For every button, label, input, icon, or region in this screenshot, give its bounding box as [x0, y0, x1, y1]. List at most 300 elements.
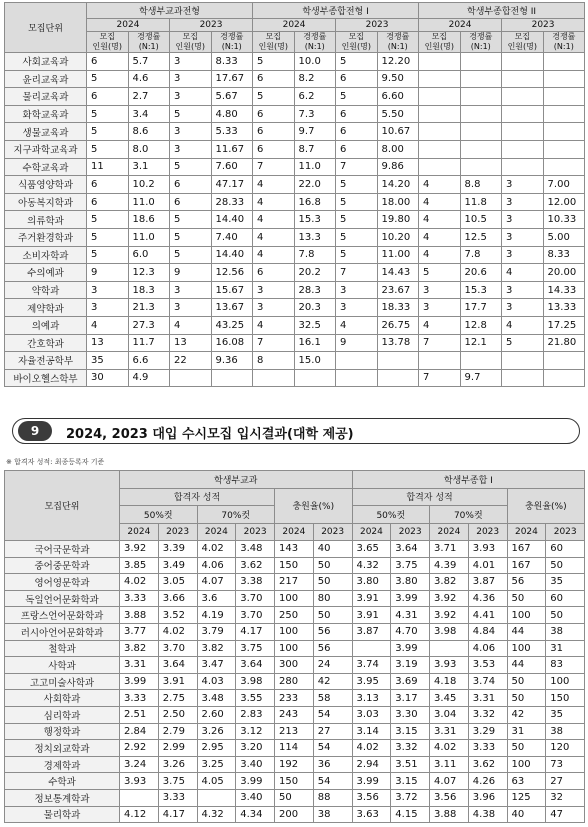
table-row — [5, 158, 585, 176]
table-row — [5, 673, 585, 690]
fill-rate-header: 충원율(%) — [507, 488, 585, 523]
value-cell: 36 — [313, 756, 352, 773]
value-cell: 2.50 — [158, 706, 197, 723]
value-cell: 54 — [313, 740, 352, 757]
value-cell: 4.07 — [197, 574, 236, 591]
value-cell: 4.12 — [120, 806, 159, 823]
value-cell: 5 — [253, 88, 295, 106]
value-cell: 4.38 — [468, 806, 507, 823]
value-cell: 100 — [507, 607, 546, 624]
value-cell: 6.2 — [294, 88, 336, 106]
value-cell: 3.56 — [352, 789, 391, 806]
value-cell: 5 — [336, 246, 378, 264]
table-row — [5, 264, 585, 282]
value-cell: 3.75 — [236, 640, 275, 657]
year-header: 2023 — [468, 523, 507, 541]
value-cell: 3.15 — [391, 773, 430, 790]
value-cell: 7.8 — [294, 246, 336, 264]
value-cell: 3 — [87, 281, 129, 299]
value-cell — [419, 140, 461, 158]
unit-name: 바이오헬스학부 — [5, 369, 87, 387]
value-cell: 6 — [87, 193, 129, 211]
value-cell: 9.36 — [211, 352, 253, 370]
table-row — [5, 281, 585, 299]
year-header: 2023 — [236, 523, 275, 541]
value-cell: 3.20 — [236, 740, 275, 757]
value-cell: 3.99 — [352, 773, 391, 790]
value-cell: 5 — [87, 140, 129, 158]
value-cell: 3.93 — [120, 773, 159, 790]
sub-header: 모집 인원(명) — [502, 32, 544, 53]
value-cell: 5 — [170, 105, 212, 123]
value-cell: 3 — [253, 299, 295, 317]
value-cell: 6 — [170, 176, 212, 194]
value-cell: 83 — [546, 657, 585, 674]
value-cell — [543, 140, 585, 158]
value-cell: 56 — [313, 640, 352, 657]
year-header: 2023 — [336, 19, 419, 32]
value-cell: 3.40 — [236, 756, 275, 773]
value-cell: 3.05 — [158, 574, 197, 591]
table-row — [5, 690, 585, 707]
table-row — [5, 369, 585, 387]
value-cell: 40 — [313, 541, 352, 558]
value-cell: 50 — [507, 590, 546, 607]
value-cell: 50 — [313, 574, 352, 591]
value-cell: 3.48 — [197, 690, 236, 707]
value-cell: 4.9 — [128, 369, 170, 387]
value-cell: 9 — [87, 264, 129, 282]
value-cell: 13.3 — [294, 228, 336, 246]
value-cell: 3.52 — [158, 607, 197, 624]
value-cell: 6 — [253, 70, 295, 88]
value-cell: 50 — [507, 740, 546, 757]
value-cell: 7 — [419, 369, 461, 387]
value-cell: 4.34 — [236, 806, 275, 823]
value-cell: 11.0 — [128, 228, 170, 246]
value-cell: 4 — [419, 193, 461, 211]
value-cell: 17.67 — [211, 70, 253, 88]
value-cell: 3.63 — [352, 806, 391, 823]
value-cell: 13.67 — [211, 299, 253, 317]
value-cell: 15.67 — [211, 281, 253, 299]
value-cell: 6 — [170, 193, 212, 211]
value-cell: 4 — [170, 316, 212, 334]
value-cell: 4 — [419, 316, 461, 334]
value-cell: 4.01 — [468, 557, 507, 574]
value-cell: 9.7 — [294, 123, 336, 141]
value-cell: 3.74 — [352, 657, 391, 674]
value-cell: 143 — [275, 541, 314, 558]
value-cell: 3.48 — [236, 541, 275, 558]
value-cell: 4.36 — [468, 590, 507, 607]
value-cell — [543, 352, 585, 370]
value-cell: 4.18 — [430, 673, 469, 690]
value-cell: 13.33 — [543, 299, 585, 317]
value-cell: 3.33 — [158, 789, 197, 806]
value-cell: 3.80 — [391, 574, 430, 591]
value-cell — [253, 369, 295, 387]
value-cell — [543, 53, 585, 71]
value-cell: 3 — [502, 176, 544, 194]
value-cell: 5 — [170, 158, 212, 176]
sub-header: 경쟁률 (N:1) — [294, 32, 336, 53]
section-number-badge: 9 — [18, 421, 52, 441]
value-cell — [419, 105, 461, 123]
value-cell: 3.19 — [391, 657, 430, 674]
value-cell: 11 — [87, 158, 129, 176]
unit-name: 제약학과 — [5, 299, 87, 317]
value-cell: 3.65 — [352, 541, 391, 558]
value-cell: 6 — [336, 140, 378, 158]
value-cell: 11.67 — [211, 140, 253, 158]
value-cell: 32 — [546, 789, 585, 806]
value-cell: 5.7 — [128, 53, 170, 71]
value-cell: 12.3 — [128, 264, 170, 282]
unit-name: 주거환경학과 — [5, 228, 87, 246]
value-cell: 18.6 — [128, 211, 170, 229]
value-cell: 7.8 — [460, 246, 502, 264]
value-cell: 9.7 — [460, 369, 502, 387]
value-cell: 3.62 — [236, 557, 275, 574]
value-cell — [502, 123, 544, 141]
value-cell: 213 — [275, 723, 314, 740]
value-cell: 250 — [275, 607, 314, 624]
table-row — [5, 806, 585, 823]
value-cell: 4 — [253, 176, 295, 194]
group-header: 학생부교과 — [120, 471, 353, 489]
value-cell — [352, 640, 391, 657]
value-cell: 63 — [507, 773, 546, 790]
value-cell: 4 — [253, 211, 295, 229]
value-cell: 3.71 — [430, 541, 469, 558]
value-cell: 3.31 — [468, 690, 507, 707]
value-cell: 6 — [336, 70, 378, 88]
value-cell: 300 — [275, 657, 314, 674]
value-cell: 3.32 — [468, 706, 507, 723]
value-cell: 35 — [546, 574, 585, 591]
value-cell: 3.91 — [352, 590, 391, 607]
value-cell: 9.86 — [377, 158, 419, 176]
value-cell: 5.50 — [377, 105, 419, 123]
value-cell: 54 — [313, 773, 352, 790]
value-cell: 14.43 — [377, 264, 419, 282]
value-cell: 3.4 — [128, 105, 170, 123]
value-cell — [460, 123, 502, 141]
value-cell: 3.70 — [158, 640, 197, 657]
sub-header: 경쟁률 (N:1) — [211, 32, 253, 53]
value-cell: 6 — [336, 123, 378, 141]
value-cell: 5 — [87, 105, 129, 123]
value-cell: 44 — [507, 623, 546, 640]
unit-name: 자율전공학부 — [5, 352, 87, 370]
value-cell: 4 — [336, 316, 378, 334]
value-cell: 4.6 — [128, 70, 170, 88]
unit-name: 수의예과 — [5, 264, 87, 282]
year-header: 2023 — [313, 523, 352, 541]
table-row — [5, 590, 585, 607]
value-cell: 24 — [313, 657, 352, 674]
value-cell: 3.49 — [158, 557, 197, 574]
value-cell: 50 — [275, 789, 314, 806]
table-row — [5, 574, 585, 591]
value-cell: 13 — [170, 334, 212, 352]
value-cell: 5 — [87, 246, 129, 264]
sub-header: 모집 인원(명) — [419, 32, 461, 53]
value-cell: 5 — [336, 88, 378, 106]
value-cell: 5 — [87, 228, 129, 246]
value-cell: 2.75 — [158, 690, 197, 707]
value-cell: 6 — [336, 105, 378, 123]
year-header: 2024 — [197, 523, 236, 541]
value-cell: 10.33 — [543, 211, 585, 229]
year-header: 2024 — [430, 523, 469, 541]
value-cell: 3 — [170, 88, 212, 106]
unit-name: 사학과 — [5, 657, 120, 674]
value-cell: 2.7 — [128, 88, 170, 106]
value-cell: 4.02 — [352, 740, 391, 757]
admission-table-2024-2023 — [4, 2, 585, 387]
value-cell: 3.33 — [120, 690, 159, 707]
value-cell: 50 — [313, 557, 352, 574]
value-cell — [336, 369, 378, 387]
unit-name: 행정학과 — [5, 723, 120, 740]
value-cell: 10.0 — [294, 53, 336, 71]
value-cell: 21.3 — [128, 299, 170, 317]
value-cell: 4 — [419, 176, 461, 194]
value-cell: 11.00 — [377, 246, 419, 264]
unit-name: 정보통계학과 — [5, 789, 120, 806]
value-cell: 4.70 — [391, 623, 430, 640]
year-header: 2024 — [87, 19, 170, 32]
value-cell — [460, 53, 502, 71]
table-row — [5, 640, 585, 657]
value-cell — [377, 352, 419, 370]
value-cell — [419, 158, 461, 176]
unit-header: 모집단위 — [5, 3, 87, 53]
table-row — [5, 789, 585, 806]
table-row — [5, 228, 585, 246]
unit-name: 의류학과 — [5, 211, 87, 229]
value-cell — [543, 158, 585, 176]
unit-name: 윤리교육과 — [5, 70, 87, 88]
value-cell: 22 — [170, 352, 212, 370]
section-banner — [10, 416, 580, 444]
value-cell: 4.84 — [468, 623, 507, 640]
value-cell: 7 — [253, 334, 295, 352]
table-row — [5, 70, 585, 88]
value-cell: 4 — [419, 211, 461, 229]
value-cell: 3.88 — [120, 607, 159, 624]
value-cell: 3.14 — [352, 723, 391, 740]
value-cell: 100 — [507, 756, 546, 773]
value-cell: 2.95 — [197, 740, 236, 757]
value-cell: 17.25 — [543, 316, 585, 334]
value-cell: 7.60 — [211, 158, 253, 176]
value-cell: 42 — [313, 673, 352, 690]
value-cell: 16.8 — [294, 193, 336, 211]
value-cell: 18.33 — [377, 299, 419, 317]
value-cell: 7 — [336, 264, 378, 282]
value-cell: 3.24 — [120, 756, 159, 773]
value-cell: 6 — [253, 140, 295, 158]
value-cell — [543, 105, 585, 123]
value-cell: 3.87 — [352, 623, 391, 640]
unit-name: 화학교육과 — [5, 105, 87, 123]
value-cell: 5 — [336, 193, 378, 211]
value-cell: 3.26 — [158, 756, 197, 773]
unit-name: 고고미술사학과 — [5, 673, 120, 690]
value-cell: 3 — [502, 246, 544, 264]
value-cell: 6 — [253, 105, 295, 123]
value-cell: 11.7 — [128, 334, 170, 352]
value-cell: 16.08 — [211, 334, 253, 352]
sub-header: 모집 인원(명) — [87, 32, 129, 53]
value-cell: 243 — [275, 706, 314, 723]
value-cell: 8 — [253, 352, 295, 370]
table-row — [5, 299, 585, 317]
value-cell: 4.02 — [158, 623, 197, 640]
table-row — [5, 740, 585, 757]
value-cell: 100 — [275, 640, 314, 657]
value-cell: 4.17 — [158, 806, 197, 823]
value-cell: 10.2 — [128, 176, 170, 194]
unit-name: 심리학과 — [5, 706, 120, 723]
value-cell: 3 — [170, 140, 212, 158]
value-cell: 100 — [546, 673, 585, 690]
value-cell: 10.20 — [377, 228, 419, 246]
value-cell: 2.60 — [197, 706, 236, 723]
table-row — [5, 105, 585, 123]
table-row — [5, 756, 585, 773]
value-cell: 6.60 — [377, 88, 419, 106]
value-cell: 26.75 — [377, 316, 419, 334]
value-cell: 3.40 — [236, 789, 275, 806]
unit-name: 간호학과 — [5, 334, 87, 352]
year-header: 2023 — [158, 523, 197, 541]
value-cell: 4.39 — [430, 557, 469, 574]
unit-name: 수학교육과 — [5, 158, 87, 176]
value-cell: 5 — [253, 53, 295, 71]
table-row — [5, 623, 585, 640]
unit-name: 의예과 — [5, 316, 87, 334]
value-cell: 4.06 — [468, 640, 507, 657]
table-row — [5, 773, 585, 790]
value-cell: 3.33 — [120, 590, 159, 607]
table-row — [5, 88, 585, 106]
value-cell: 19.80 — [377, 211, 419, 229]
value-cell: 10.5 — [460, 211, 502, 229]
value-cell: 4 — [502, 264, 544, 282]
value-cell: 125 — [507, 789, 546, 806]
value-cell: 3 — [170, 281, 212, 299]
value-cell: 22.0 — [294, 176, 336, 194]
value-cell — [502, 88, 544, 106]
value-cell: 100 — [275, 590, 314, 607]
year-header: 2023 — [502, 19, 585, 32]
value-cell: 3.75 — [158, 773, 197, 790]
value-cell: 12.56 — [211, 264, 253, 282]
value-cell: 15.0 — [294, 352, 336, 370]
sub-header: 모집 인원(명) — [170, 32, 212, 53]
value-cell — [336, 352, 378, 370]
susi-results-table — [4, 470, 585, 823]
value-cell: 13.78 — [377, 334, 419, 352]
value-cell — [211, 369, 253, 387]
value-cell: 3.77 — [120, 623, 159, 640]
value-cell: 4.15 — [391, 806, 430, 823]
value-cell: 8.8 — [460, 176, 502, 194]
value-cell: 3.62 — [468, 756, 507, 773]
value-cell: 3.99 — [391, 640, 430, 657]
unit-name: 소비자학과 — [5, 246, 87, 264]
value-cell: 4 — [253, 246, 295, 264]
value-cell: 14.40 — [211, 211, 253, 229]
value-cell: 3.99 — [120, 673, 159, 690]
value-cell: 20.3 — [294, 299, 336, 317]
value-cell: 3 — [170, 70, 212, 88]
value-cell: 43.25 — [211, 316, 253, 334]
value-cell — [543, 70, 585, 88]
value-cell: 56 — [313, 623, 352, 640]
value-cell: 2.94 — [352, 756, 391, 773]
unit-name: 국어국문학과 — [5, 541, 120, 558]
table-row — [5, 193, 585, 211]
value-cell: 7.00 — [543, 176, 585, 194]
table-row — [5, 352, 585, 370]
value-cell: 3.98 — [430, 623, 469, 640]
value-cell: 3.13 — [352, 690, 391, 707]
table-row — [5, 557, 585, 574]
value-cell: 3.56 — [430, 789, 469, 806]
value-cell: 4.32 — [197, 806, 236, 823]
value-cell: 3 — [336, 281, 378, 299]
value-cell: 14.33 — [543, 281, 585, 299]
year-header: 2024 — [275, 523, 314, 541]
value-cell: 3.95 — [352, 673, 391, 690]
value-cell: 3.69 — [391, 673, 430, 690]
value-cell: 28.33 — [211, 193, 253, 211]
value-cell — [377, 369, 419, 387]
value-cell: 8.33 — [543, 246, 585, 264]
value-cell: 4.07 — [430, 773, 469, 790]
value-cell: 80 — [313, 590, 352, 607]
value-cell: 27.3 — [128, 316, 170, 334]
value-cell: 50 — [507, 673, 546, 690]
value-cell: 31 — [507, 723, 546, 740]
year-header: 2024 — [507, 523, 546, 541]
unit-name: 사회교육과 — [5, 53, 87, 71]
value-cell — [419, 123, 461, 141]
value-cell — [543, 88, 585, 106]
value-cell: 100 — [275, 623, 314, 640]
value-cell: 4 — [253, 228, 295, 246]
value-cell: 12.5 — [460, 228, 502, 246]
fill-rate-header: 충원율(%) — [275, 488, 353, 523]
value-cell: 3.70 — [236, 590, 275, 607]
sub-header: 경쟁률 (N:1) — [128, 32, 170, 53]
value-cell: 30 — [87, 369, 129, 387]
value-cell: 23.67 — [377, 281, 419, 299]
value-cell: 167 — [507, 557, 546, 574]
value-cell: 50 — [546, 557, 585, 574]
value-cell: 35 — [546, 706, 585, 723]
value-cell: 8.00 — [377, 140, 419, 158]
value-cell: 3.53 — [468, 657, 507, 674]
value-cell: 3.64 — [391, 541, 430, 558]
value-cell: 20.00 — [543, 264, 585, 282]
value-cell: 3.30 — [391, 706, 430, 723]
